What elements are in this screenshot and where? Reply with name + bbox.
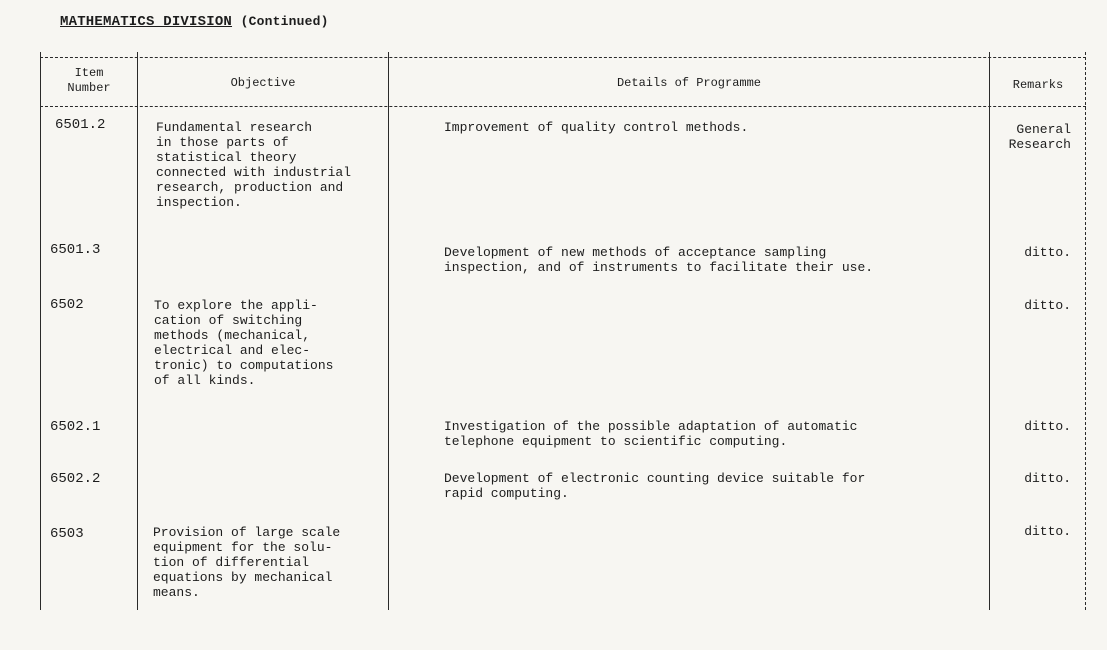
column-rule-1: [137, 52, 138, 610]
row-remarks: ditto.: [1024, 419, 1071, 434]
row-remarks: ditto.: [1024, 245, 1071, 260]
column-rule-3: [989, 52, 990, 610]
row-details: Improvement of quality control methods.: [444, 120, 749, 135]
row-details: Development of electronic counting device suitable for rapid computing.: [444, 471, 866, 501]
row-objective: To explore the appli- cation of switching methods (mechanical, electrical and elec- tronic) to computations of all kinds.: [154, 298, 334, 388]
row-remarks: General Research: [1008, 122, 1071, 152]
row-details: Development of new methods of acceptance sampling inspection, and of instruments to facilitate their use.: [444, 245, 874, 275]
row-objective: Provision of large scale equipment for the solu- tion of differential equations by mechanical means.: [153, 525, 341, 600]
table-left-rule: [40, 52, 41, 610]
header-remarks: Remarks: [1012, 78, 1064, 92]
row-item-number: 6501.2: [55, 117, 106, 133]
continued-label: (Continued): [240, 14, 329, 29]
header-item-number: Item Number: [67, 66, 111, 95]
header-bottom-rule: [40, 106, 1086, 107]
page-heading: [60, 14, 329, 30]
header-objective: Objective: [230, 76, 296, 90]
row-remarks: ditto.: [1024, 298, 1071, 313]
table-top-rule: [40, 57, 1086, 58]
division-title: MATHEMATICS DIVISION: [60, 14, 233, 30]
row-item-number: 6503: [50, 526, 84, 542]
row-item-number: 6502.1: [50, 419, 101, 435]
row-item-number: 6501.3: [50, 242, 101, 258]
row-details: Investigation of the possible adaptation of automatic telephone equipment to scientific computing.: [444, 419, 858, 449]
row-remarks: ditto.: [1024, 524, 1071, 539]
row-item-number: 6502.2: [50, 471, 101, 487]
row-item-number: 6502: [50, 297, 84, 313]
table-right-rule: [1085, 52, 1086, 610]
header-details: Details of Programme: [616, 76, 762, 90]
row-remarks: ditto.: [1024, 471, 1071, 486]
column-rule-2: [388, 52, 389, 610]
row-objective: Fundamental research in those parts of statistical theory connected with industrial research, production and inspection.: [156, 120, 352, 210]
